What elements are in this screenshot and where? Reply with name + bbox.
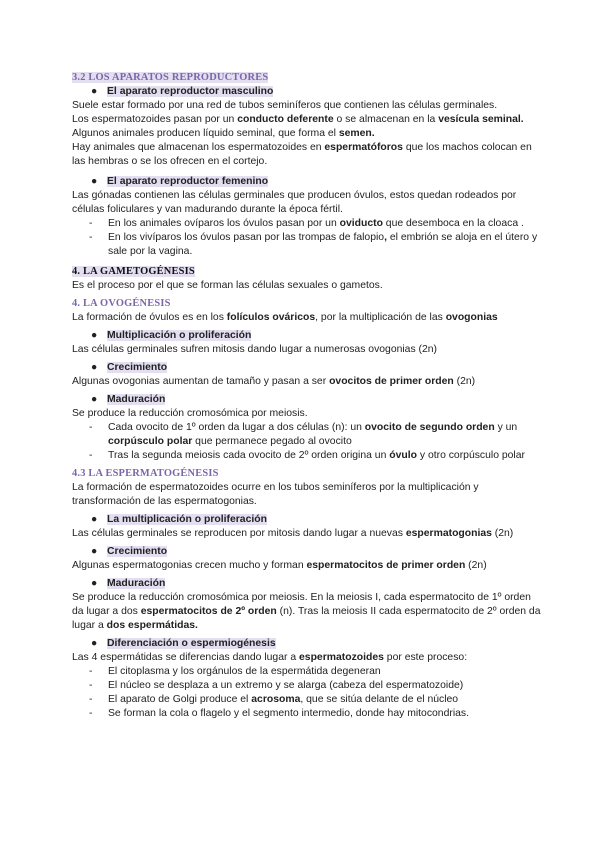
list-item: - En los animales ovíparos los óvulos pasan por un oviducto que desemboca en la cloaca . xyxy=(89,218,524,229)
paragraph: La formación de óvulos es en los folículos ováricos, por la multiplicación de las ovogonias xyxy=(72,312,498,323)
section-title-espermatogenesis: 4.3 LA ESPERMATOGÉNESIS xyxy=(72,468,219,479)
heading-esp-mult: ● La multiplicación o proliferación xyxy=(91,514,267,525)
list-item: - Se forman la cola o flagelo y el segmento intermedio, donde hay mitocondrias. xyxy=(89,708,469,719)
list-item: - En los vivíparos los óvulos pasan por las trompas de falopio, el embrión se aloja en el útero y sale por la vagina. xyxy=(89,232,538,257)
heading-ovo-mult: ● Multiplicación o proliferación xyxy=(91,330,252,341)
paragraph: Algunas espermatogonias crecen mucho y forman espermatocitos de primer orden (2n) xyxy=(72,560,487,571)
paragraph: Algunas ovogonias aumentan de tamaño y pasan a ser ovocitos de primer orden (2n) xyxy=(72,376,476,387)
section-title-gametogenesis: 4. LA GAMETOGÉNESIS xyxy=(72,266,195,277)
list xyxy=(72,421,542,463)
paragraph: Suele estar formado por una red de tubos seminíferos que contienen las células germinales. xyxy=(72,100,498,111)
section-title-ovogenesis: 4. LA OVOGÉNESIS xyxy=(72,298,171,309)
paragraph: Las células germinales se reproducen por mitosis dando lugar a nuevas espermatogonias (2n) xyxy=(72,528,514,539)
paragraph: Las 4 espermátidas se diferencias dando lugar a espermatozoides por este proceso: xyxy=(72,652,468,663)
paragraph: Se produce la reducción cromosómica por meiosis. xyxy=(72,408,308,419)
list-item: - El núcleo se desplaza a un extremo y se alarga (cabeza del espermatozoide) xyxy=(89,680,464,691)
list-item: - El aparato de Golgi produce el acrosoma, que se sitúa delante de el núcleo xyxy=(89,694,459,705)
paragraph: Las células germinales sufren mitosis dando lugar a numerosas ovogonias (2n) xyxy=(72,344,438,355)
heading-female: ● El aparato reproductor femenino xyxy=(91,176,269,187)
list-item: - Tras la segunda meiosis cada ovocito de 2º orden origina un óvulo y otro corpúsculo polar xyxy=(89,450,525,461)
list-item: - El citoplasma y los orgánulos de la espermátida degeneran xyxy=(89,666,381,677)
paragraph: Algunos animales producen líquido seminal, que forma el semen. xyxy=(72,128,375,139)
section-title-aparatos: 3.2 LOS APARATOS REPRODUCTORES xyxy=(72,72,269,83)
paragraph: Se produce la reducción cromosómica por meiosis. En la meiosis I, cada espermatocito de 1º orden da lugar a dos espermatocitos de 2º orden (n). Tras la meiosis II cada espermatocito de 2º orden da lugar a dos espermátidas. xyxy=(72,592,541,631)
list xyxy=(72,665,542,721)
heading-ovo-mad: ● Maduración xyxy=(91,394,166,405)
heading-esp-mad: ● Maduración xyxy=(91,578,166,589)
list-item: - Cada ovocito de 1º orden da lugar a dos células (n): un ovocito de segundo orden y un corpúsculo polar que permanece pegado al ovocito xyxy=(89,422,518,447)
document-page xyxy=(72,71,542,721)
paragraph: Hay animales que almacenan los espermatozoides en espermatóforos que los machos colocan en las hembras o se los ofrecen en el cortejo. xyxy=(72,142,532,167)
paragraph: Es el proceso por el que se forman las células sexuales o gametos. xyxy=(72,280,383,291)
list xyxy=(72,217,542,259)
heading-ovo-crec: ● Crecimiento xyxy=(91,362,168,373)
paragraph: La formación de espermatozoides ocurre en los tubos seminíferos por la multiplicación y transformación de las espermatogonias. xyxy=(72,482,479,507)
paragraph: Las gónadas contienen las células germinales que producen óvulos, estos quedan rodeados por células foliculares y van madurando durante la época fértil. xyxy=(72,190,517,215)
heading-male: ● El aparato reproductor masculino xyxy=(91,86,274,97)
heading-esp-crec: ● Crecimiento xyxy=(91,546,168,557)
paragraph: Los espermatozoides pasan por un conducto deferente o se almacenan en la vesícula seminal. xyxy=(72,114,524,125)
heading-esp-dif: ● Diferenciación o espermiogénesis xyxy=(91,638,276,649)
